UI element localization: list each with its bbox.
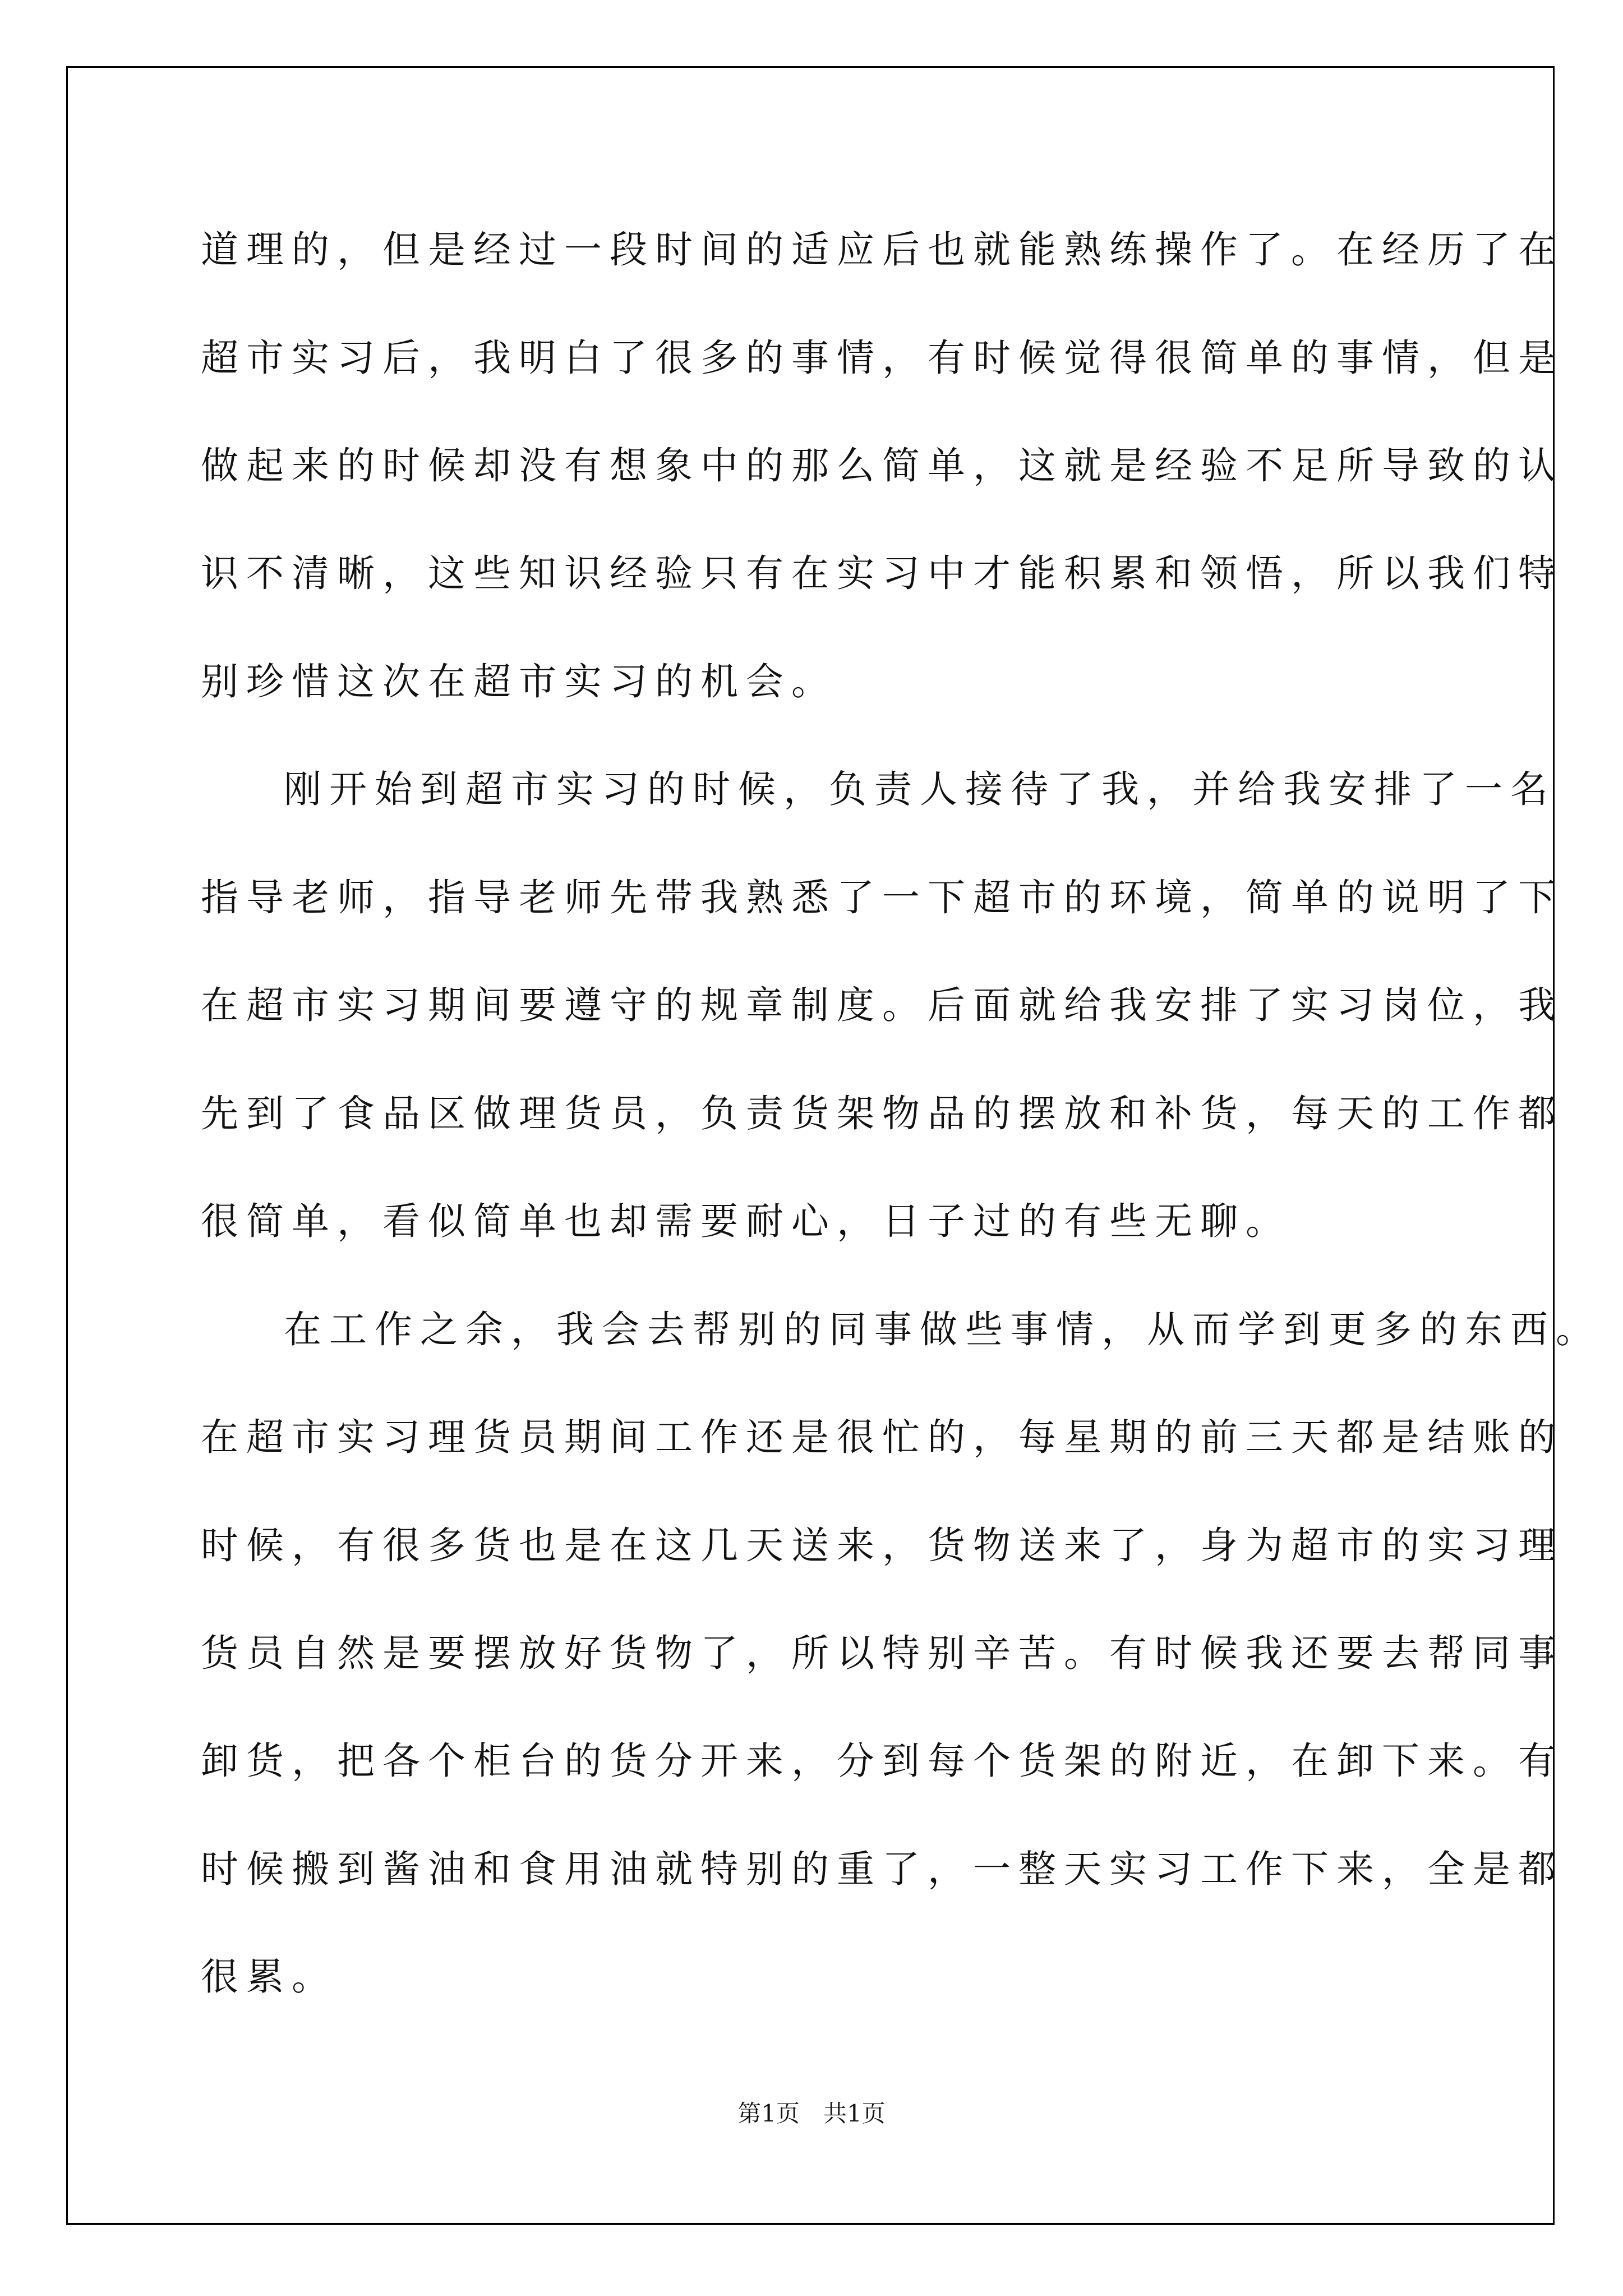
text-line: 超市实习后，我明白了很多的事情，有时候觉得很简单的事情，但是 bbox=[201, 336, 1564, 380]
page-border bbox=[66, 66, 1555, 2225]
text-line: 别珍惜这次在超市实习的机会。 bbox=[201, 660, 837, 703]
text-line: 在超市实习理货员期间工作还是很忙的，每星期的前三天都是结账的 bbox=[201, 1415, 1564, 1459]
text-line: 指导老师，指导老师先带我熟悉了一下超市的环境，简单的说明了下 bbox=[201, 876, 1564, 919]
text-line: 货员自然是要摆放好货物了，所以特别辛苦。有时候我还要去帮同事 bbox=[201, 1631, 1564, 1675]
text-line: 做起来的时候却没有想象中的那么简单，这就是经验不足所导致的认 bbox=[201, 444, 1564, 487]
text-line: 刚开始到超市实习的时候，负责人接待了我，并给我安排了一名 bbox=[284, 767, 1556, 811]
text-line: 时候搬到酱油和食用油就特别的重了，一整天实习工作下来，全是都 bbox=[201, 1847, 1564, 1891]
text-line: 道理的，但是经过一段时间的适应后也就能熟练操作了。在经历了在 bbox=[201, 228, 1564, 272]
text-line: 在工作之余，我会去帮别的同事做些事情，从而学到更多的东西。 bbox=[284, 1308, 1601, 1351]
text-line: 识不清晰，这些知识经验只有在实习中才能积累和领悟，所以我们特 bbox=[201, 551, 1564, 595]
text-line: 在超市实习期间要遵守的规章制度。后面就给我安排了实习岗位，我 bbox=[201, 983, 1564, 1027]
text-line: 很简单，看似简单也却需要耐心，日子过的有些无聊。 bbox=[201, 1199, 1291, 1243]
text-line: 很累。 bbox=[201, 1955, 337, 1999]
page-footer: 第1页 共1页 bbox=[737, 2100, 886, 2127]
text-line: 先到了食品区做理货员，负责货架物品的摆放和补货，每天的工作都 bbox=[201, 1092, 1564, 1135]
text-line: 时候，有很多货也是在这几天送来，货物送来了，身为超市的实习理 bbox=[201, 1524, 1564, 1567]
text-line: 卸货，把各个柜台的货分开来，分到每个货架的附近，在卸下来。有 bbox=[201, 1739, 1564, 1783]
